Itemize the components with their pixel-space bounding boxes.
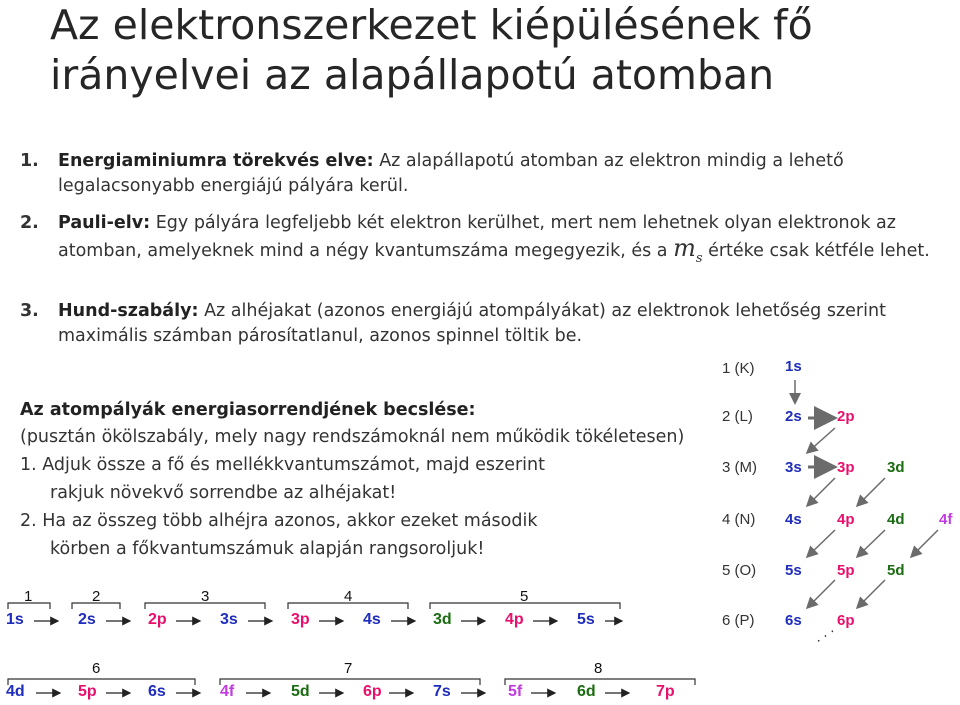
seq-orbital: 4d	[6, 683, 25, 700]
estimate-step-1-cont: rakjuk növekvő sorrendbe az alhéjakat!	[50, 483, 397, 503]
orbital-5p: 5p	[837, 562, 855, 579]
rule-number: 2.	[20, 213, 39, 233]
shell-label: 6 (P)	[722, 612, 755, 629]
ms-symbol: $m_s$	[673, 234, 703, 266]
rule-text: értéke csak kétféle lehet.	[702, 241, 930, 261]
rule-text: Az alapállapotú atomban az elektron mindig a lehető legalacsonyabb energiájú pályára kerül.	[58, 151, 844, 196]
group-number: 2	[92, 588, 101, 605]
rule-text: Egy pályára legfeljebb két elektron kerülhet, mert nem lehetnek olyan elektronok az atomban, amelyeknek mind a négy kvantumszáma megegyezik, és a	[58, 213, 896, 261]
group-number: 3	[201, 588, 210, 605]
estimate-step-2-cont: körben a főkvantumszámuk alapján rangsoroljuk!	[50, 539, 485, 559]
seq-orbital: 5p	[78, 683, 97, 700]
orbital-6p: 6p	[837, 612, 855, 629]
orbital-2p: 2p	[837, 408, 855, 425]
seq-orbital: 2p	[148, 611, 167, 628]
orbital-3s: 3s	[785, 459, 802, 476]
group-number: 5	[520, 588, 529, 605]
rule-name: Pauli-elv:	[58, 213, 151, 233]
seq-orbital: 3s	[220, 611, 238, 628]
orbital-4p: 4p	[837, 511, 855, 528]
page-title: Az elektronszerkezet kiépülésének fő irányelvei az alapállapotú atomban	[50, 1, 813, 99]
orbital-4s: 4s	[785, 511, 802, 528]
seq-orbital: 4s	[363, 611, 381, 628]
orbital-1s: 1s	[785, 358, 802, 375]
seq-orbital: 2s	[78, 611, 96, 628]
orbital-2s: 2s	[785, 408, 802, 425]
seq-orbital: 7p	[656, 683, 675, 700]
estimate-heading: Az atompályák energiasorrendjének becslése:	[20, 400, 476, 420]
group-number: 6	[92, 660, 101, 677]
estimate-note: (pusztán ökölszabály, mely nagy rendszámoknál nem működik tökéletesen)	[20, 427, 685, 447]
seq-orbital: 5s	[577, 611, 595, 628]
ellipsis: . . .	[810, 620, 837, 646]
group-number: 1	[24, 588, 33, 605]
shell-label: 2 (L)	[722, 408, 753, 425]
seq-orbital: 7s	[433, 683, 451, 700]
estimate-step-1: 1. Adjuk össze a fő és mellékkvantumszámot, majd eszerint	[20, 455, 545, 475]
group-number: 4	[344, 588, 353, 605]
shell-label: 5 (O)	[722, 562, 757, 579]
orbital-4f: 4f	[939, 511, 953, 528]
orbital-6s: 6s	[785, 612, 802, 629]
seq-orbital: 4f	[220, 683, 235, 700]
seq-orbital: 1s	[6, 611, 24, 628]
rule-number: 3.	[20, 301, 39, 321]
seq-orbital: 6p	[363, 683, 382, 700]
seq-orbital: 6d	[577, 683, 596, 700]
orbital-5s: 5s	[785, 562, 802, 579]
shell-label: 4 (N)	[722, 511, 756, 528]
seq-orbital: 5d	[291, 683, 310, 700]
orbital-3p: 3p	[837, 459, 855, 476]
estimate-step-2: 2. Ha az összeg több alhéjra azonos, akkor ezeket második	[20, 511, 538, 531]
rule-number: 1.	[20, 151, 39, 171]
orbital-4d: 4d	[887, 511, 905, 528]
seq-orbital: 5f	[508, 683, 523, 700]
seq-orbital: 4p	[505, 611, 524, 628]
group-number: 7	[344, 660, 353, 677]
seq-orbital: 6s	[148, 683, 166, 700]
shell-label: 3 (M)	[722, 459, 757, 476]
shell-label: 1 (K)	[722, 360, 755, 377]
rule-name: Energiaminiumra törekvés elve:	[58, 151, 374, 171]
orbital-5d: 5d	[887, 562, 905, 579]
rule-name: Hund-szabály:	[58, 301, 199, 321]
group-number: 8	[594, 660, 603, 677]
rule-text: Az alhéjakat (azonos energiájú atompályákat) az elektronok lehetőség szerint maximális számban párosítatlanul, azonos spinnel töltik be.	[58, 301, 886, 346]
orbital-3d: 3d	[887, 459, 905, 476]
seq-orbital: 3p	[291, 611, 310, 628]
seq-orbital: 3d	[433, 611, 452, 628]
